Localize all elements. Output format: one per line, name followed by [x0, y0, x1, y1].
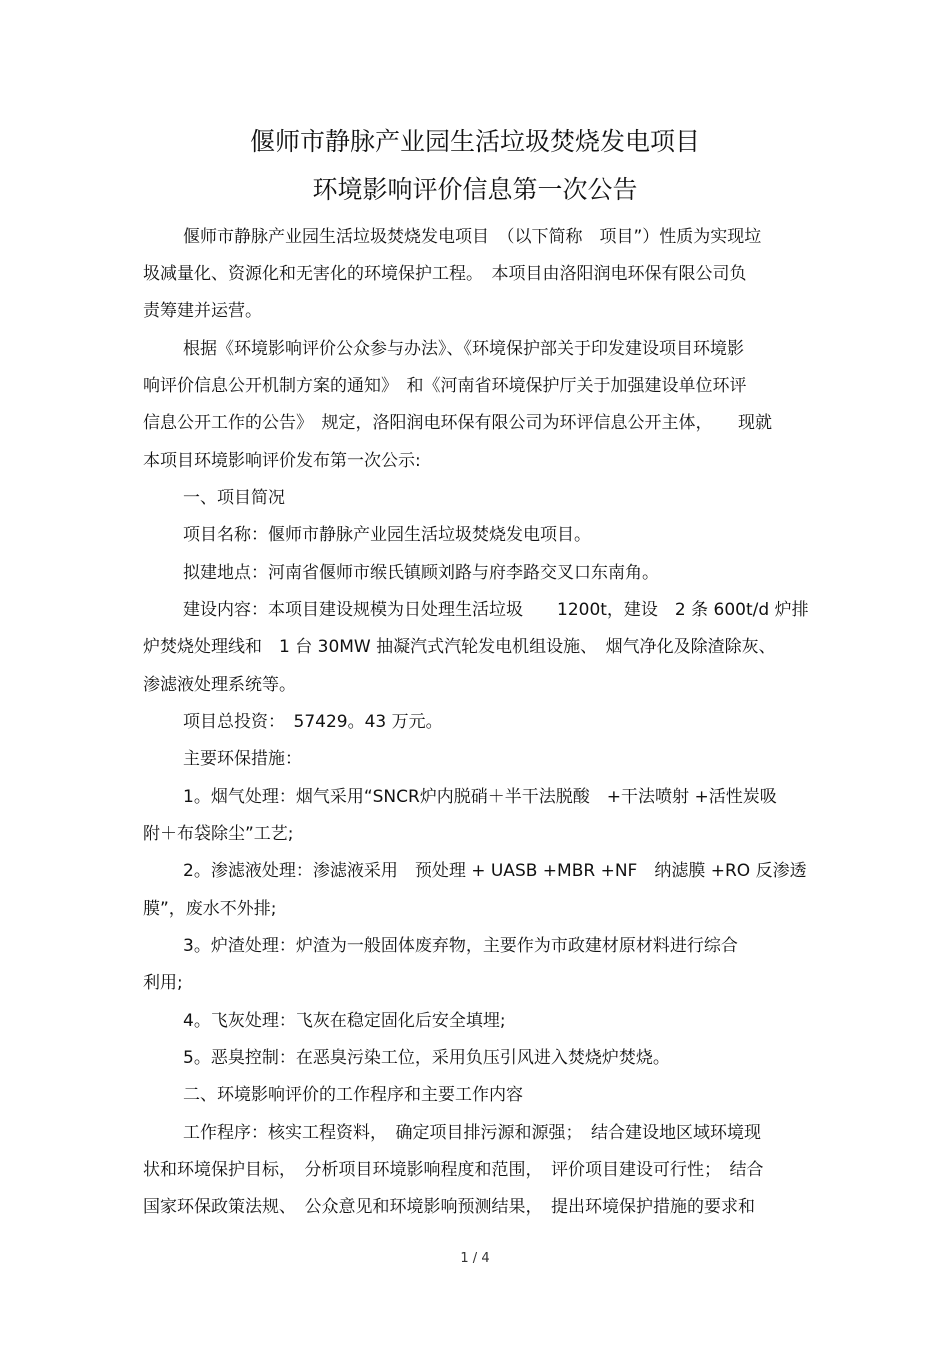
text-line: 责筹建并运营。 — [143, 301, 262, 321]
text-line: 膜”，废水不外排; — [143, 899, 277, 919]
title-line-1: 偃师市静脉产业园生活垃圾焚烧发电项目 — [249, 127, 700, 156]
text-line: 3。炉渣处理：炉渣为一般固体废弃物，主要作为市政建材原材料进行综合 — [183, 936, 738, 956]
text-line: 项目名称：偃师市静脉产业园生活垃圾焚烧发电项目。 — [183, 525, 591, 545]
text-line: 状和环境保护目标， 分析项目环境影响程度和范围， 评价项目建设可行性； 结合 — [143, 1160, 764, 1180]
text-line: 圾减量化、资源化和无害化的环境保护工程。 本项目由洛阳润电环保有限公司负 — [143, 264, 747, 284]
text-line: 2。渗滤液处理：渗滤液采用 预处理 + UASB +MBR +NF 纳滤膜 +RO 反渗透 — [183, 861, 807, 881]
text-line: 工作程序：核实工程资料， 确定项目排污源和源强； 结合建设地区域环境现 — [183, 1123, 761, 1143]
text-line: 建设内容：本项目建设规模为日处理生活垃圾 1200t，建设 2 条 600t/d 炉排 — [183, 600, 809, 620]
text-line: 炉焚烧处理线和 1 台 30MW 抽凝汽式汽轮发电机组设施、 烟气净化及除渣除灰、 — [143, 637, 776, 657]
text-line: 1。烟气处理：烟气采用“SNCR炉内脱硝＋半干法脱酸 +干法喷射 +活性炭吸 — [183, 787, 777, 807]
section-heading: 二、环境影响评价的工作程序和主要工作内容 — [183, 1085, 523, 1105]
text-line: 偃师市静脉产业园生活垃圾焚烧发电项目 （以下简称 项目”）性质为实现垃 — [183, 227, 762, 247]
text-line: 拟建地点：河南省偃师市缑氏镇顾刘路与府李路交叉口东南角。 — [183, 563, 659, 583]
text-line: 附＋布袋除尘”工艺; — [143, 824, 294, 844]
title-line-2: 环境影响评价信息第一次公告 — [312, 175, 638, 204]
text-line: 响评价信息公开机制方案的通知》 和《河南省环境保护厅关于加强建设单位环评 — [143, 376, 747, 396]
text-line: 根据《环境影响评价公众参与办法》、《环境保护部关于印发建设项目环境影 — [183, 339, 744, 359]
text-line: 主要环保措施： — [183, 749, 302, 769]
text-line: 信息公开工作的公告》 规定，洛阳润电环保有限公司为环评信息公开主体， 现就 — [143, 413, 772, 433]
text-line: 渗滤液处理系统等。 — [143, 675, 296, 695]
text-line: 5。恶臭控制：在恶臭污染工位，采用负压引风进入焚烧炉焚烧。 — [183, 1048, 670, 1068]
text-line: 国家环保政策法规、 公众意见和环境影响预测结果， 提出环境保护措施的要求和 — [143, 1197, 755, 1217]
section-heading: 一、项目简况 — [183, 488, 285, 508]
text-line: 4。飞灰处理：飞灰在稳定固化后安全填埋; — [183, 1011, 506, 1031]
text-line: 利用; — [143, 973, 183, 993]
text-line: 本项目环境影响评价发布第一次公示: — [143, 451, 421, 471]
text-line: 项目总投资： 57429。43 万元。 — [183, 712, 443, 732]
page-number: 1 / 4 — [460, 1251, 490, 1266]
